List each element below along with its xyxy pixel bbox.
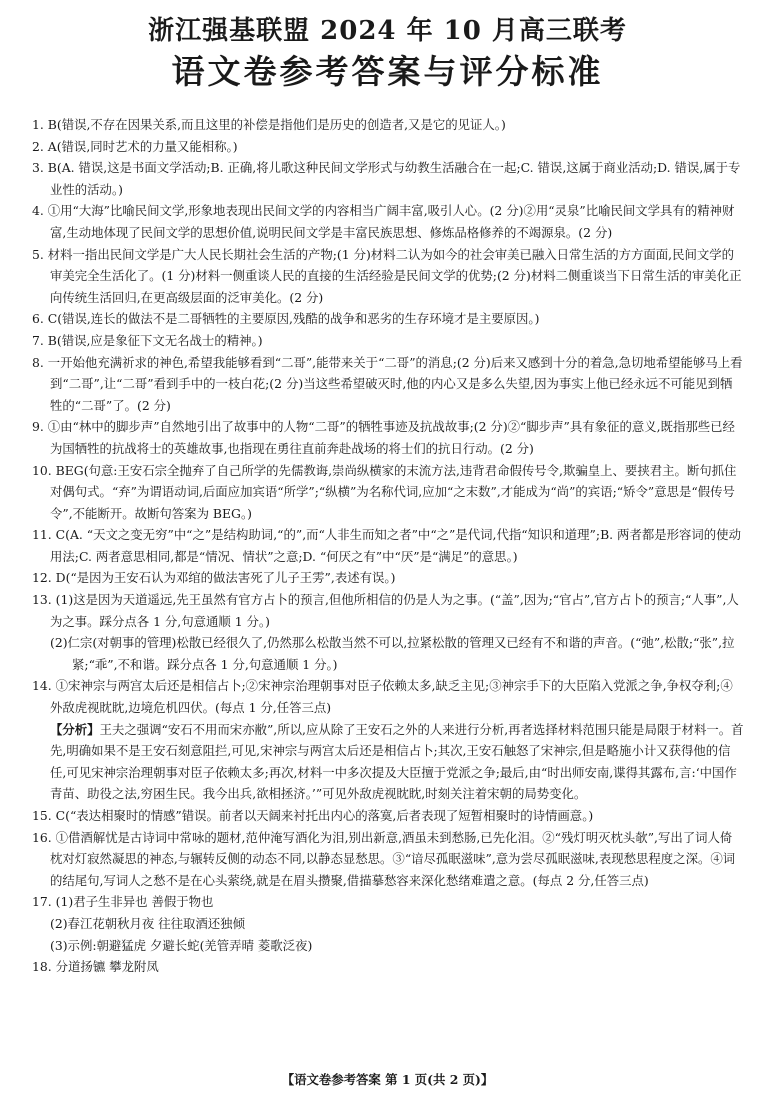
answer-13-part-1: 13. (1)这是因为天道遥远,先王虽然有官方占卜的预言,但他所相信的仍是人为之事。(“盖”,因为;“官占”,官方占卜的预言;“人事”,人为之事。踩分点各 1 分,句意通顺 1 分。) bbox=[32, 592, 739, 629]
answer-16: 16. ①借酒解忧是古诗词中常咏的题材,范仲淹写酒化为泪,别出新意,酒虽未到愁肠,已先化泪。②“残灯明灭枕头欹”,写出了词人倚枕对灯寂然凝思的神态,与辗转反侧的动态不同,以静态显愁思。③“谙尽孤眠滋味”,意为尝尽孤眠滋味,表现愁思程度之深。④词的结尾句,写词人之愁不是在心头萦绕,就是在眉头攒聚,借描摹愁容来深化愁绪难遣之意。(每点 2 分,任答三点) bbox=[32, 829, 736, 888]
page-footer: 【语文卷参考答案 第 1 页(共 2 页)】 bbox=[281, 1072, 494, 1087]
answer-list bbox=[32, 114, 744, 978]
answer-15: 15. C(“表达相聚时的情感”错误。前者以天阔来衬托出内心的落寞,后者表现了短暂相聚时的诗情画意。) bbox=[32, 808, 594, 823]
document-subtitle: 语文卷参考答案与评分标准 bbox=[171, 52, 604, 91]
answer-12: 12. D(“是因为王安石认为邓绾的做法害死了儿子王雱”,表述有误。) bbox=[32, 570, 396, 586]
answer-10: 10. BEG(句意:王安石宗全抛弃了自己所学的先儒教诲,崇尚纵横家的末流方法,违背君命假传号令,欺骗皇上、要挟君主。断句抓住对偶句式。“弃”为谓语动词,后面应加宾语“所学”;“纵横”为名称代词,应加“之末数”,才能成为“尚”的宾语;“矫令”意思是“假传号令”,不能断开。故断句答案为 BEG。) bbox=[32, 462, 737, 521]
analysis-tag: 【分析】 bbox=[50, 721, 100, 737]
answer-17-part-1: 17. (1)君子生非异也 善假于物也 bbox=[32, 894, 214, 910]
analysis-text: 王夫之强调“安石不用而宋亦敝”,所以,应从除了王安石之外的人来进行分析,再者选择材料范围只能是局限于材料一。首先,明确如果不是王安石刻意阻拦,可见,宋神宗与两宫太后还是相信占卜;其次,王安石触怒了宋神宗,但是略施小计又获得他的信任,可见宋神宗治理朝事对臣子依赖太多;再次,材料一中多次提及大臣擅于党派之争;最后,由“时出师安南,谍得其露布,言:‘中国作青苗、助役之法,穷困生民。我今出兵,欲相拯济。’”可见外敌虎视眈眈,时刻关注着宋朝的局势变化。 bbox=[50, 721, 744, 802]
answer-1: 1. B(错误,不存在因果关系,而且这里的补偿是指他们是历史的创造者,又是它的见证人。) bbox=[32, 117, 506, 132]
answer-13-part-2: (2)仁宗(对朝事的管理)松散已经很久了,仍然那么松散当然不可以,拉紧松散的管理又已经有不和谐的声音。(“弛”,松散;“张”,拉紧;“乖”,不和谐。踩分点各 1 分,句意通顺 1 分。) bbox=[50, 635, 735, 672]
answer-9: 9. ①由“林中的脚步声”自然地引出了故事中的人物“二哥”的牺牲事迹及抗战故事;(2 分)②“脚步声”具有象征的意义,既指那些已经为国牺牲的抗战将士的英雄故事,也指现在勇往直前奔赴战场的将士们的抗日行动。(2 分) bbox=[32, 419, 735, 456]
answer-6: 6. C(错误,连长的做法不是二哥牺牲的主要原因,残酷的战争和恶劣的生存环境才是主要原因。) bbox=[32, 311, 540, 327]
exam-title: 浙江强基联盟 2024 年 10 月高三联考 bbox=[148, 16, 627, 46]
answer-11: 11. C(A. “天文之变无穷”中“之”是结构助词,“的”,而“人非生而知之者”中“之”是代词,代指“知识和道理”;B. 两者都是形容词的使动用法;C. 两者意思相同,都是“情况、情状”之意;D. “何厌之有”中“厌”是“满足”的意思。) bbox=[32, 527, 741, 564]
answer-4: 4. ①用“大海”比喻民间文学,形象地表现出民间文学的内容相当广阔丰富,吸引人心。(2 分)②用“灵泉”比喻民间文学具有的精神财富,生动地体现了民间文学的思想价值,说明民间文学是丰富民族思想、修炼品格修养的不竭源泉。(2 分) bbox=[32, 203, 735, 240]
answer-2: 2. A(错误,同时艺术的力量又能相称。) bbox=[32, 138, 238, 154]
answer-3: 3. B(A. 错误,这是书面文学活动;B. 正确,将儿歌这种民间文学形式与幼教生活融合在一起;C. 错误,这属于商业活动;D. 错误,属于专业性的活动。) bbox=[32, 160, 741, 197]
answer-17-part-3: (3)示例:朝避猛虎 夕避长蛇(羌管弄晴 菱歌泛夜) bbox=[50, 937, 313, 953]
answer-17-part-2: (2)春江花朝秋月夜 往往取酒还独倾 bbox=[50, 915, 245, 931]
answer-7: 7. B(错误,应是象征下文无名战士的精神。) bbox=[32, 332, 263, 348]
answer-14: 14. ①宋神宗与两宫太后还是相信占卜;②宋神宗治理朝事对臣子依赖太多,缺乏主见;③神宗手下的大臣陷入党派之争,争权夺利;④外敌虎视眈眈,边境危机四伏。(每点 1 分,任答三点) bbox=[32, 678, 733, 716]
answer-18: 18. 分道扬镳 攀龙附凤 bbox=[32, 959, 159, 975]
answer-14-analysis bbox=[32, 719, 744, 805]
answer-5: 5. 材料一指出民间文学是广大人民长期社会生活的产物;(1 分)材料二认为如今的社会审美已融入日常生活的方方面面,民间文学的审美完全生活化了。(1 分)材料一侧重谈人民的直接的生活经验是民间文学的优势;(2 分)材料二侧重谈当下日常生活的审美化正向传统生活回归,在更高级层面的泛审美化。(2 分) bbox=[32, 246, 742, 305]
answer-8: 8. 一开始他充满祈求的神色,希望我能够看到“二哥”,能带来关于“二哥”的消息;(2 分)后来又感到十分的着急,急切地希望能够马上看到“二哥”,让“二哥”看到手中的一枝白花;(2 分)当这些希望破灭时,他的内心又是多么失望,因为事实上他已经永远不可能见到牺牲的“二哥”了。(2 分) bbox=[32, 354, 743, 413]
